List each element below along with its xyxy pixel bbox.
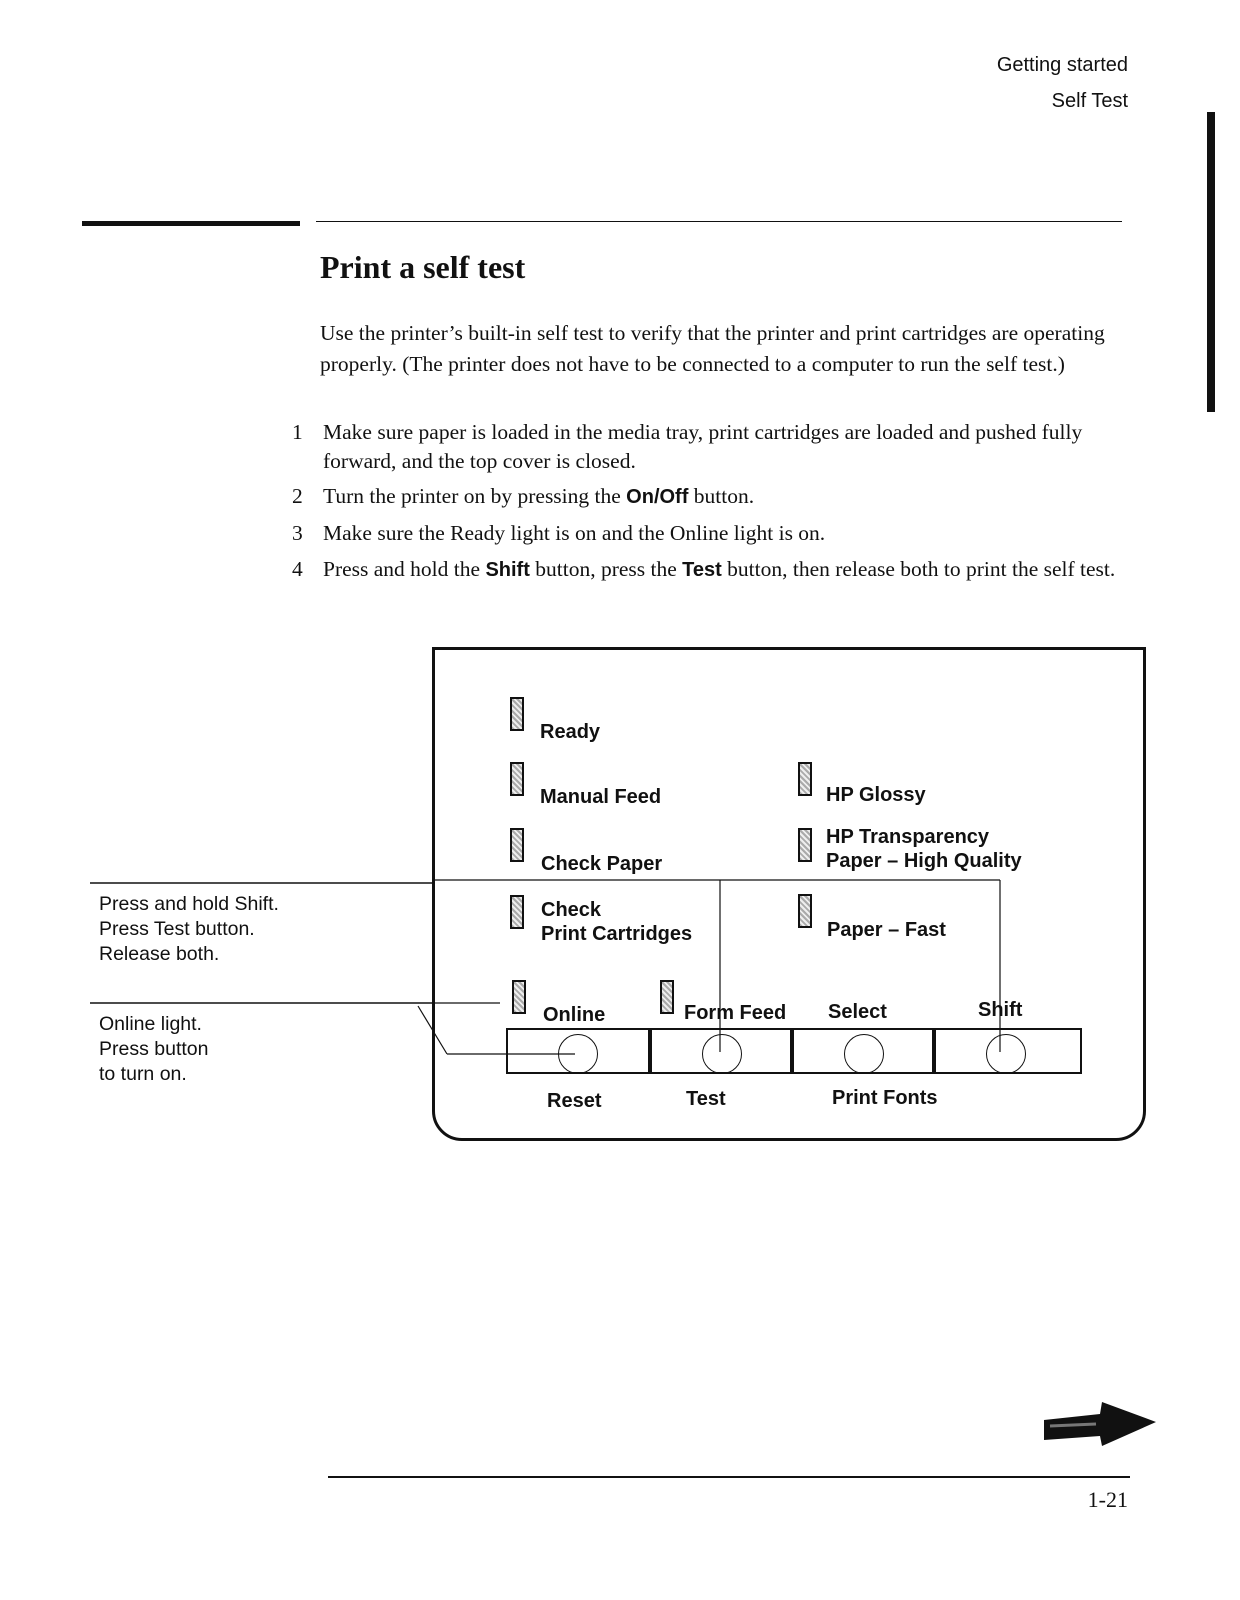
step-text: Make sure paper is loaded in the media tray, print cartridges are loaded and pushed fully forward, and the top cover is closed. — [323, 420, 1083, 473]
page-title: Print a self test — [320, 249, 526, 285]
continue-arrow-icon — [1040, 1400, 1158, 1450]
header-section: Getting started — [996, 54, 1128, 76]
step-number: 2 — [292, 484, 303, 508]
online-callout: Online light. Press button to turn on. — [99, 1013, 209, 1085]
shift-label: Shift — [978, 999, 1023, 1021]
page-number: 1-21 — [1087, 1487, 1128, 1512]
check-paper-label: Check Paper — [541, 853, 663, 875]
footer-rule — [328, 1476, 1130, 1478]
select-label: Select — [828, 1001, 887, 1023]
step-text: Turn the printer on by pressing the On/Off button. — [323, 484, 755, 508]
step-text: Press and hold the Shift button, press the Test button, then release both to print the self test. — [323, 557, 1116, 581]
ready-label: Ready — [540, 721, 601, 743]
manual-feed-label: Manual Feed — [540, 786, 662, 808]
header-subsection: Self Test — [1051, 90, 1128, 112]
print-fonts-label: Print Fonts — [832, 1087, 938, 1109]
step-text: Make sure the Ready light is on and the Online light is on. — [323, 521, 826, 545]
step-number: 1 — [292, 420, 303, 444]
step-number: 4 — [292, 557, 303, 581]
intro-paragraph: Use the printer’s built-in self test to verify that the printer and print cartridges are operating properly. (The printer does not have to be connected to a computer to run the self test.) — [320, 321, 1105, 376]
test-label: Test — [686, 1088, 726, 1110]
hp-glossy-label: HP Glossy — [826, 784, 926, 806]
print-cartridges-label: Print Cartridges — [541, 923, 693, 945]
reset-label: Reset — [547, 1090, 602, 1112]
paper-fast-label: Paper – Fast — [827, 919, 946, 941]
form-feed-label: Form Feed — [684, 1002, 787, 1024]
shift-test-callout: Press and hold Shift. Press Test button. Release both. — [99, 893, 279, 965]
hp-transparency-label: HP Transparency — [826, 826, 990, 848]
paper-high-quality-label: Paper – High Quality — [826, 850, 1022, 872]
check-label: Check — [541, 899, 602, 921]
online-label: Online — [543, 1004, 606, 1026]
step-number: 3 — [292, 521, 303, 545]
